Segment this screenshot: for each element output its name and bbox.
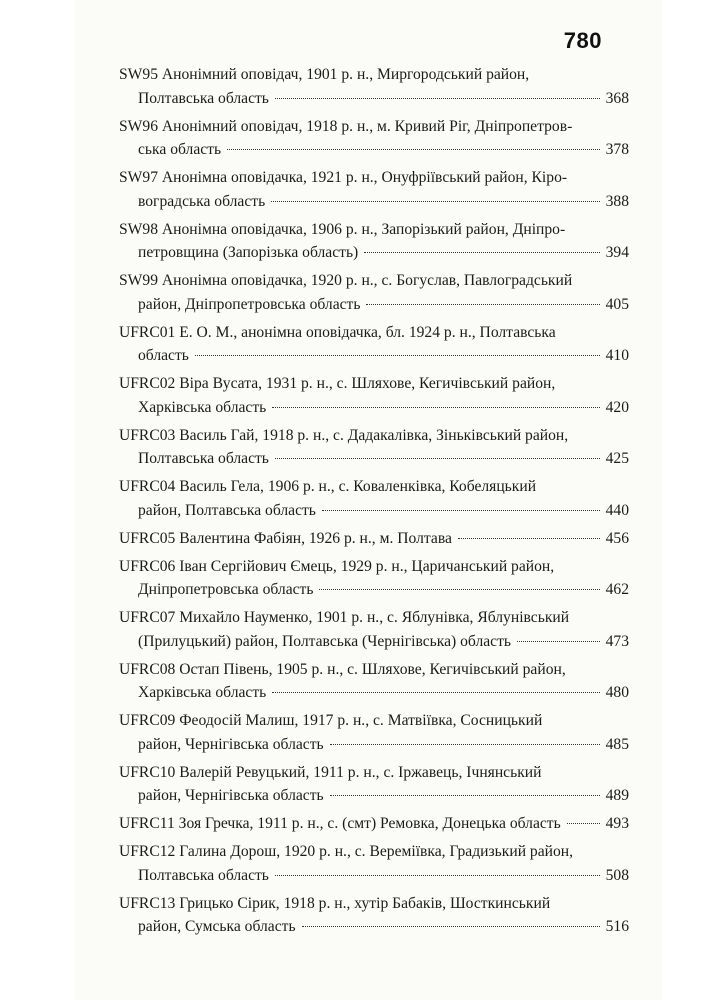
- page-number: 780: [563, 28, 602, 53]
- toc-entry[interactable]: [119, 372, 629, 419]
- toc-entry-last-line: [119, 784, 629, 808]
- dot-leader: [319, 589, 599, 590]
- toc-entry-title: UFRC03 Василь Гай, 1918 р. н., с. Дадакалівка, Зіньківський район,: [119, 426, 569, 444]
- toc-entry[interactable]: [119, 658, 629, 705]
- toc-entry-last-line: [119, 241, 629, 265]
- dot-leader: [275, 875, 600, 876]
- dot-leader: [366, 304, 599, 305]
- toc-entry[interactable]: [119, 218, 629, 265]
- toc-entry-continuation: область: [138, 347, 189, 364]
- toc-entry-continuation: Дніпропетровська область: [138, 581, 314, 598]
- toc-entry-last-line: [119, 915, 629, 939]
- toc-entry-continuation: (Прилуцький) район, Полтавська (Чернігівська) область: [138, 632, 512, 650]
- table-of-contents: [119, 63, 629, 943]
- dot-leader: [517, 641, 600, 642]
- dot-leader: [322, 510, 600, 511]
- toc-page-number: 368: [605, 89, 629, 107]
- toc-entry-continuation: Полтавська область: [138, 450, 269, 467]
- toc-entry-continuation: район, Чернігівська область: [138, 787, 324, 804]
- toc-entry[interactable]: [119, 321, 629, 368]
- toc-entry[interactable]: [119, 606, 629, 653]
- dot-leader: [567, 823, 600, 824]
- toc-entry-continuation: воградська область: [138, 192, 266, 210]
- toc-page-number: 462: [605, 581, 629, 598]
- toc-entry[interactable]: [119, 475, 629, 522]
- toc-page-number: 440: [605, 501, 629, 519]
- toc-entry-continuation: Харківська область: [138, 398, 267, 416]
- toc-entry-last-line: [119, 630, 629, 654]
- toc-entry-title: UFRC13 Грицько Сірик, 1918 р. н., хутір Бабаків, Шосткинський: [119, 894, 551, 912]
- dot-leader: [330, 795, 600, 796]
- toc-entry-last-line: [119, 138, 629, 162]
- toc-page-number: 473: [605, 632, 629, 650]
- toc-entry-last-line: [119, 864, 629, 888]
- dot-leader: [302, 926, 600, 927]
- toc-page-number: 388: [605, 192, 629, 210]
- toc-entry-last-line: [119, 293, 629, 317]
- toc-entry-last-line: [119, 87, 629, 111]
- dot-leader: [272, 407, 599, 408]
- toc-page-number: 508: [605, 866, 629, 884]
- toc-entry[interactable]: [119, 166, 629, 213]
- toc-entry-title: UFRC09 Феодосій Малиш, 1917 р. н., с. Матвіївка, Сосницький: [119, 712, 543, 729]
- dot-leader: [195, 355, 600, 356]
- toc-entry-title: SW97 Анонімна оповідачка, 1921 р. н., Онуфріївський район, Кіро-: [119, 169, 568, 186]
- toc-entry[interactable]: [119, 892, 629, 939]
- toc-entry[interactable]: [119, 761, 629, 808]
- toc-page-number: 410: [605, 347, 629, 364]
- toc-entry-title: UFRC12 Галина Дорош, 1920 р. н., с. Веремiївка, Градизький район,: [119, 843, 574, 860]
- toc-entry-last-line: [119, 396, 629, 420]
- toc-page-number: 405: [605, 295, 629, 313]
- toc-entry[interactable]: [119, 269, 629, 316]
- toc-entry-title: SW95 Анонімний оповідач, 1901 р. н., Миргородський район,: [119, 66, 530, 83]
- toc-page-number: 493: [605, 815, 629, 832]
- toc-entry[interactable]: [119, 63, 629, 110]
- toc-entry[interactable]: [119, 709, 629, 756]
- dot-leader: [227, 149, 600, 150]
- toc-page-number: 489: [605, 787, 629, 804]
- toc-page-number: 456: [605, 529, 629, 547]
- toc-entry-title: UFRC01 Е. О. М., анонімна оповідачка, бл. 1924 р. н., Полтавська: [119, 323, 556, 341]
- toc-entry-continuation: район, Полтавська область: [138, 501, 316, 519]
- dot-leader: [330, 744, 600, 745]
- toc-entry-continuation: район, Дніпропетровська область: [138, 295, 361, 313]
- dot-leader: [272, 692, 599, 693]
- toc-entry-title: UFRC08 Остап Півень, 1905 р. н., с. Шляхове, Кегичівський район,: [119, 660, 566, 678]
- toc-entry-title: SW96 Анонімний оповідач, 1918 р. н., м. Кривий Ріг, Дніпропетров-: [119, 117, 573, 135]
- dot-leader: [458, 538, 600, 539]
- toc-entry-continuation: ська область: [138, 141, 222, 158]
- toc-entry-title: UFRC06 Іван Сергійович Ємець, 1929 р. н., Царичанський район,: [119, 557, 555, 575]
- dot-leader: [271, 201, 599, 202]
- toc-entry-title: UFRC10 Валерій Ревуцький, 1911 р. н., с. Іржавець, Ічнянський: [119, 763, 542, 781]
- toc-entry-last-line: [119, 190, 629, 214]
- toc-entry-title: UFRC02 Віра Вусата, 1931 р. н., с. Шляхове, Кегичівський район,: [119, 375, 556, 392]
- toc-entry-title: UFRC11 Зоя Гречка, 1911 р. н., с. (смт) Ремовка, Донецька область: [119, 815, 561, 832]
- toc-page-number: 425: [605, 450, 629, 467]
- toc-entry-last-line: [119, 681, 629, 705]
- dot-leader: [275, 458, 600, 459]
- toc-page-number: 394: [605, 244, 629, 261]
- toc-page-number: 378: [605, 141, 629, 158]
- toc-entry-continuation: Харківська область: [138, 684, 267, 701]
- toc-entry[interactable]: [119, 424, 629, 471]
- toc-entry-last-line: [119, 499, 629, 523]
- toc-entry-last-line: [119, 527, 629, 551]
- toc-entry-last-line: [119, 733, 629, 757]
- toc-page-number: 480: [605, 684, 629, 701]
- toc-entry-last-line: [119, 344, 629, 368]
- toc-entry-continuation: петровщина (Запорізька область): [138, 244, 359, 261]
- toc-entry-last-line: [119, 578, 629, 602]
- toc-entry-continuation: Полтавська область: [138, 89, 269, 107]
- toc-entry[interactable]: [119, 115, 629, 162]
- toc-entry-continuation: район, Сумська область: [138, 918, 296, 935]
- toc-page-number: 516: [605, 918, 629, 935]
- toc-entry[interactable]: [119, 527, 629, 551]
- toc-entry-title: SW99 Анонімна оповідачка, 1920 р. н., с. Богуслав, Павлоградський: [119, 272, 573, 289]
- toc-entry-title: UFRC05 Валентина Фабіян, 1926 р. н., м. Полтава: [119, 529, 452, 547]
- toc-entry-last-line: [119, 812, 629, 836]
- toc-entry-title: UFRC04 Василь Гела, 1906 р. н., с. Коваленківка, Кобеляцький: [119, 478, 537, 495]
- toc-entry-title: UFRC07 Михайло Науменко, 1901 р. н., с. Яблунівка, Яблунівський: [119, 609, 570, 626]
- toc-page-number: 420: [605, 398, 629, 416]
- toc-entry-last-line: [119, 447, 629, 471]
- dot-leader: [364, 252, 599, 253]
- toc-page-number: 485: [605, 735, 629, 753]
- toc-entry-continuation: Полтавська область: [138, 866, 269, 884]
- toc-entry-continuation: район, Чернігівська область: [138, 735, 324, 753]
- toc-entry[interactable]: [119, 840, 629, 887]
- dot-leader: [275, 98, 600, 99]
- toc-entry[interactable]: [119, 812, 629, 836]
- toc-entry-title: SW98 Анонімна оповідачка, 1906 р. н., Запорізький район, Дніпро-: [119, 220, 566, 238]
- toc-entry[interactable]: [119, 555, 629, 602]
